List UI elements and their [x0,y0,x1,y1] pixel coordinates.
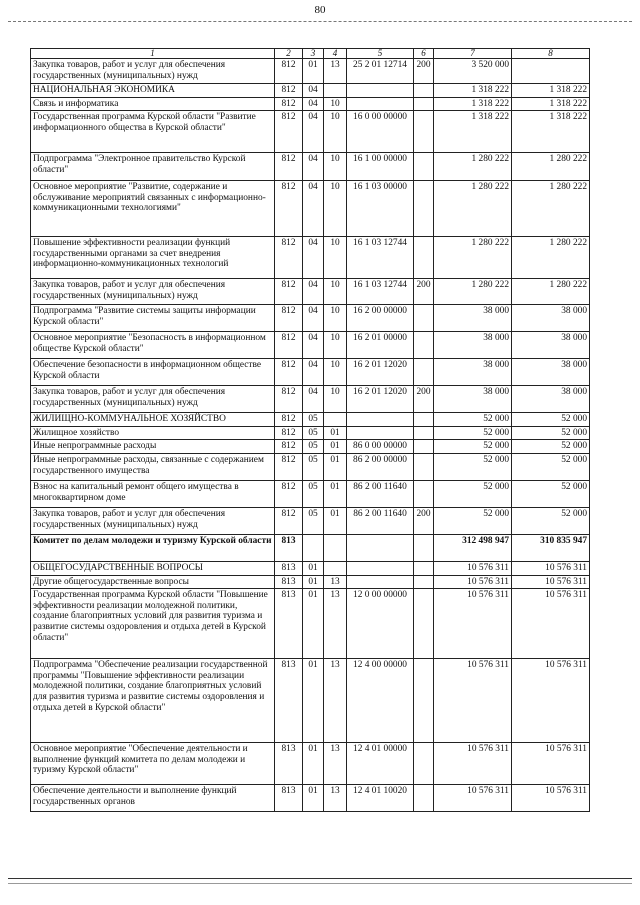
column-header: 3 [303,49,324,59]
cell-section-code: 01 [303,743,324,785]
cell-expense-type: 200 [414,386,434,413]
cell-amount-year-2: 38 000 [512,359,590,386]
row-name: Обеспечение деятельности и выполнение функций государственных органов [31,785,275,812]
table-row [31,785,590,812]
cell-section-code: 04 [303,237,324,279]
cell-ministry-code: 812 [275,386,303,413]
row-name: Государственная программа Курской области "Повышение эффективности реализации молодежной политики, создание благоприятных условий для развития туризма и развитие системы оздоровления и отдыха детей в Курской области" [31,589,275,659]
cell-ministry-code: 813 [275,659,303,743]
cell-amount-year-1: 38 000 [434,386,512,413]
cell-section-code: 04 [303,332,324,359]
cell-section-code: 04 [303,386,324,413]
top-rule [8,21,632,22]
cell-ministry-code: 813 [275,534,303,561]
table-row [31,279,590,305]
row-name: Связь и информатика [31,97,275,111]
cell-expense-type [414,440,434,454]
cell-section-code: 05 [303,480,324,507]
cell-target-article: 16 1 03 12744 [347,237,414,279]
cell-expense-type [414,659,434,743]
row-name: Подпрограмма "Развитие системы защиты информации Курской области" [31,305,275,332]
cell-amount-year-1: 52 000 [434,507,512,534]
cell-target-article: 16 2 01 12020 [347,386,414,413]
cell-target-article: 16 2 01 00000 [347,332,414,359]
cell-amount-year-1: 1 318 222 [434,111,512,153]
cell-expense-type [414,785,434,812]
cell-subsection-code: 13 [324,59,347,84]
cell-expense-type [414,561,434,575]
row-name: Иные непрограммные расходы, связанные с содержанием государственного имущества [31,453,275,480]
cell-section-code: 04 [303,359,324,386]
cell-subsection-code: 01 [324,480,347,507]
page-number: 80 [314,4,326,16]
cell-amount-year-1: 52 000 [434,453,512,480]
cell-section-code: 05 [303,413,324,427]
cell-subsection-code: 10 [324,386,347,413]
cell-section-code: 05 [303,440,324,454]
cell-ministry-code: 812 [275,359,303,386]
table-row [31,426,590,440]
cell-target-article: 16 1 03 00000 [347,181,414,237]
column-header: 7 [434,49,512,59]
row-name: Обеспечение безопасности в информационном обществе Курской области [31,359,275,386]
table-row [31,534,590,561]
column-header: 2 [275,49,303,59]
cell-amount-year-1: 52 000 [434,426,512,440]
cell-expense-type: 200 [414,507,434,534]
cell-amount-year-2: 38 000 [512,305,590,332]
cell-amount-year-2: 10 576 311 [512,785,590,812]
cell-subsection-code: 10 [324,237,347,279]
cell-amount-year-1: 52 000 [434,480,512,507]
cell-target-article: 16 0 00 00000 [347,111,414,153]
cell-amount-year-1: 1 280 222 [434,153,512,181]
cell-amount-year-2: 52 000 [512,440,590,454]
table-row [31,59,590,84]
cell-amount-year-1: 1 280 222 [434,181,512,237]
cell-target-article [347,426,414,440]
table-row [31,440,590,454]
cell-amount-year-1: 1 280 222 [434,279,512,305]
cell-subsection-code: 10 [324,332,347,359]
table-row [31,561,590,575]
cell-amount-year-1: 38 000 [434,305,512,332]
cell-subsection-code: 01 [324,453,347,480]
cell-target-article: 86 2 00 11640 [347,507,414,534]
cell-target-article: 12 4 01 00000 [347,743,414,785]
table-row [31,153,590,181]
cell-subsection-code: 10 [324,359,347,386]
table-row [31,111,590,153]
cell-amount-year-2: 38 000 [512,332,590,359]
cell-amount-year-1: 10 576 311 [434,561,512,575]
row-name: Основное мероприятие "Обеспечение деятельности и выполнение функций комитета по делам молодежи и туризму Курской области" [31,743,275,785]
table-row [31,589,590,659]
column-header: 8 [512,49,590,59]
cell-expense-type [414,589,434,659]
cell-expense-type [414,153,434,181]
cell-subsection-code: 13 [324,743,347,785]
row-name: ЖИЛИЩНО-КОММУНАЛЬНОЕ ХОЗЯЙСТВО [31,413,275,427]
cell-ministry-code: 812 [275,153,303,181]
cell-expense-type [414,575,434,589]
table-row [31,480,590,507]
table-row [31,181,590,237]
cell-section-code: 04 [303,111,324,153]
cell-target-article: 86 0 00 00000 [347,440,414,454]
cell-expense-type [414,453,434,480]
cell-ministry-code: 813 [275,743,303,785]
cell-target-article [347,575,414,589]
column-header: 6 [414,49,434,59]
table-row [31,507,590,534]
row-name: НАЦИОНАЛЬНАЯ ЭКОНОМИКА [31,84,275,98]
cell-ministry-code: 812 [275,480,303,507]
cell-ministry-code: 812 [275,59,303,84]
column-header: 5 [347,49,414,59]
row-name: Государственная программа Курской области "Развитие информационного общества в Курской области" [31,111,275,153]
table-row [31,743,590,785]
cell-subsection-code [324,561,347,575]
row-name: Другие общегосударственные вопросы [31,575,275,589]
cell-amount-year-1: 1 280 222 [434,237,512,279]
cell-subsection-code: 10 [324,111,347,153]
cell-expense-type [414,332,434,359]
cell-ministry-code: 813 [275,561,303,575]
cell-target-article: 86 2 00 00000 [347,453,414,480]
cell-section-code: 05 [303,453,324,480]
cell-amount-year-1: 1 318 222 [434,97,512,111]
cell-amount-year-1: 3 520 000 [434,59,512,84]
table-header-row [31,49,590,59]
row-name: Закупка товаров, работ и услуг для обеспечения государственных (муниципальных) нужд [31,507,275,534]
cell-ministry-code: 812 [275,426,303,440]
cell-expense-type [414,426,434,440]
cell-ministry-code: 812 [275,440,303,454]
cell-section-code: 04 [303,305,324,332]
cell-section-code: 05 [303,426,324,440]
cell-subsection-code: 01 [324,440,347,454]
table-row [31,359,590,386]
cell-ministry-code: 812 [275,305,303,332]
cell-section-code [303,534,324,561]
cell-subsection-code: 01 [324,507,347,534]
cell-target-article: 86 2 00 11640 [347,480,414,507]
cell-amount-year-2: 52 000 [512,426,590,440]
cell-target-article [347,561,414,575]
table-row [31,305,590,332]
table-body [31,59,590,812]
cell-expense-type [414,534,434,561]
table-row [31,237,590,279]
cell-expense-type [414,743,434,785]
cell-target-article: 16 2 00 00000 [347,305,414,332]
cell-amount-year-2: 1 280 222 [512,279,590,305]
row-name: Основное мероприятие "Безопасность в информационном обществе Курской области" [31,332,275,359]
table-row [31,97,590,111]
cell-subsection-code: 13 [324,785,347,812]
cell-expense-type [414,84,434,98]
cell-amount-year-2: 52 000 [512,413,590,427]
cell-ministry-code: 812 [275,279,303,305]
cell-subsection-code [324,534,347,561]
row-name: Взнос на капитальный ремонт общего имущества в многоквартирном доме [31,480,275,507]
cell-ministry-code: 812 [275,111,303,153]
cell-target-article [347,534,414,561]
cell-subsection-code: 01 [324,426,347,440]
budget-table [30,48,590,812]
row-name: Подпрограмма "Электронное правительство Курской области" [31,153,275,181]
cell-section-code: 01 [303,59,324,84]
row-name: Закупка товаров, работ и услуг для обеспечения государственных (муниципальных) нужд [31,59,275,84]
cell-subsection-code: 13 [324,659,347,743]
cell-section-code: 01 [303,575,324,589]
cell-ministry-code: 813 [275,575,303,589]
cell-target-article: 12 4 01 10020 [347,785,414,812]
cell-subsection-code: 13 [324,589,347,659]
cell-expense-type [414,111,434,153]
cell-amount-year-2: 1 318 222 [512,111,590,153]
cell-amount-year-2: 310 835 947 [512,534,590,561]
cell-amount-year-1: 1 318 222 [434,84,512,98]
cell-amount-year-1: 10 576 311 [434,659,512,743]
cell-section-code: 01 [303,589,324,659]
cell-ministry-code: 813 [275,785,303,812]
cell-amount-year-1: 38 000 [434,359,512,386]
cell-amount-year-1: 52 000 [434,413,512,427]
cell-ministry-code: 812 [275,237,303,279]
cell-amount-year-1: 312 498 947 [434,534,512,561]
cell-ministry-code: 812 [275,507,303,534]
cell-expense-type: 200 [414,279,434,305]
table-row [31,386,590,413]
cell-amount-year-2: 10 576 311 [512,575,590,589]
row-name: Основное мероприятие "Развитие, содержание и обслуживание мероприятий связанных с информационно-коммуникационными технологиями" [31,181,275,237]
cell-amount-year-1: 38 000 [434,332,512,359]
cell-amount-year-1: 52 000 [434,440,512,454]
cell-ministry-code: 812 [275,97,303,111]
cell-subsection-code: 10 [324,153,347,181]
cell-amount-year-2: 52 000 [512,507,590,534]
cell-amount-year-1: 10 576 311 [434,785,512,812]
row-name: Иные непрограммные расходы [31,440,275,454]
cell-expense-type [414,237,434,279]
row-name: ОБЩЕГОСУДАРСТВЕННЫЕ ВОПРОСЫ [31,561,275,575]
table-row [31,84,590,98]
cell-section-code: 04 [303,279,324,305]
cell-target-article [347,413,414,427]
table-row [31,413,590,427]
table-row [31,659,590,743]
cell-ministry-code: 812 [275,84,303,98]
table-row [31,332,590,359]
cell-amount-year-2: 38 000 [512,386,590,413]
cell-ministry-code: 813 [275,589,303,659]
cell-section-code: 04 [303,84,324,98]
cell-subsection-code: 10 [324,279,347,305]
cell-amount-year-2: 1 280 222 [512,181,590,237]
cell-amount-year-1: 10 576 311 [434,575,512,589]
cell-section-code: 04 [303,97,324,111]
cell-ministry-code: 812 [275,332,303,359]
cell-target-article: 25 2 01 12714 [347,59,414,84]
cell-subsection-code: 13 [324,575,347,589]
cell-target-article: 12 4 00 00000 [347,659,414,743]
table-row [31,575,590,589]
column-header: 4 [324,49,347,59]
row-name: Подпрограмма "Обеспечение реализации государственной программы "Повышение эффективности реализации молодежной политики, создание благоприятных условий для развития туризма и развитие системы оздоровления и отдыха детей в Курской области" [31,659,275,743]
cell-section-code: 04 [303,181,324,237]
cell-section-code: 01 [303,561,324,575]
cell-ministry-code: 812 [275,181,303,237]
cell-expense-type [414,97,434,111]
cell-expense-type [414,480,434,507]
cell-subsection-code: 10 [324,97,347,111]
cell-amount-year-2: 10 576 311 [512,659,590,743]
cell-amount-year-2: 1 280 222 [512,237,590,279]
cell-target-article [347,84,414,98]
cell-section-code: 01 [303,659,324,743]
cell-expense-type [414,305,434,332]
cell-target-article: 16 2 01 12020 [347,359,414,386]
cell-amount-year-2: 1 318 222 [512,84,590,98]
cell-subsection-code: 10 [324,181,347,237]
cell-amount-year-1: 10 576 311 [434,589,512,659]
table-row [31,453,590,480]
cell-amount-year-2: 10 576 311 [512,743,590,785]
cell-subsection-code [324,413,347,427]
cell-section-code: 05 [303,507,324,534]
cell-subsection-code [324,84,347,98]
bottom-rule-secondary [8,883,632,884]
cell-subsection-code: 10 [324,305,347,332]
cell-target-article: 12 0 00 00000 [347,589,414,659]
cell-ministry-code: 812 [275,453,303,480]
column-header: 1 [31,49,275,59]
cell-expense-type: 200 [414,59,434,84]
cell-amount-year-2: 10 576 311 [512,589,590,659]
bottom-rule [8,878,632,879]
cell-target-article [347,97,414,111]
cell-expense-type [414,413,434,427]
cell-target-article: 16 1 00 00000 [347,153,414,181]
row-name: Закупка товаров, работ и услуг для обеспечения государственных (муниципальных) нужд [31,386,275,413]
cell-amount-year-1: 10 576 311 [434,743,512,785]
cell-target-article: 16 1 03 12744 [347,279,414,305]
cell-amount-year-2: 52 000 [512,480,590,507]
cell-amount-year-2 [512,59,590,84]
cell-ministry-code: 812 [275,413,303,427]
row-name: Комитет по делам молодежи и туризму Курской области [31,534,275,561]
cell-amount-year-2: 1 318 222 [512,97,590,111]
cell-expense-type [414,359,434,386]
cell-section-code: 04 [303,153,324,181]
cell-amount-year-2: 10 576 311 [512,561,590,575]
row-name: Повышение эффективности реализации функций государственными органами за счет внедрения информационно-коммуникационных технологий [31,237,275,279]
cell-section-code: 01 [303,785,324,812]
cell-amount-year-2: 52 000 [512,453,590,480]
cell-expense-type [414,181,434,237]
cell-amount-year-2: 1 280 222 [512,153,590,181]
row-name: Закупка товаров, работ и услуг для обеспечения государственных (муниципальных) нужд [31,279,275,305]
row-name: Жилищное хозяйство [31,426,275,440]
